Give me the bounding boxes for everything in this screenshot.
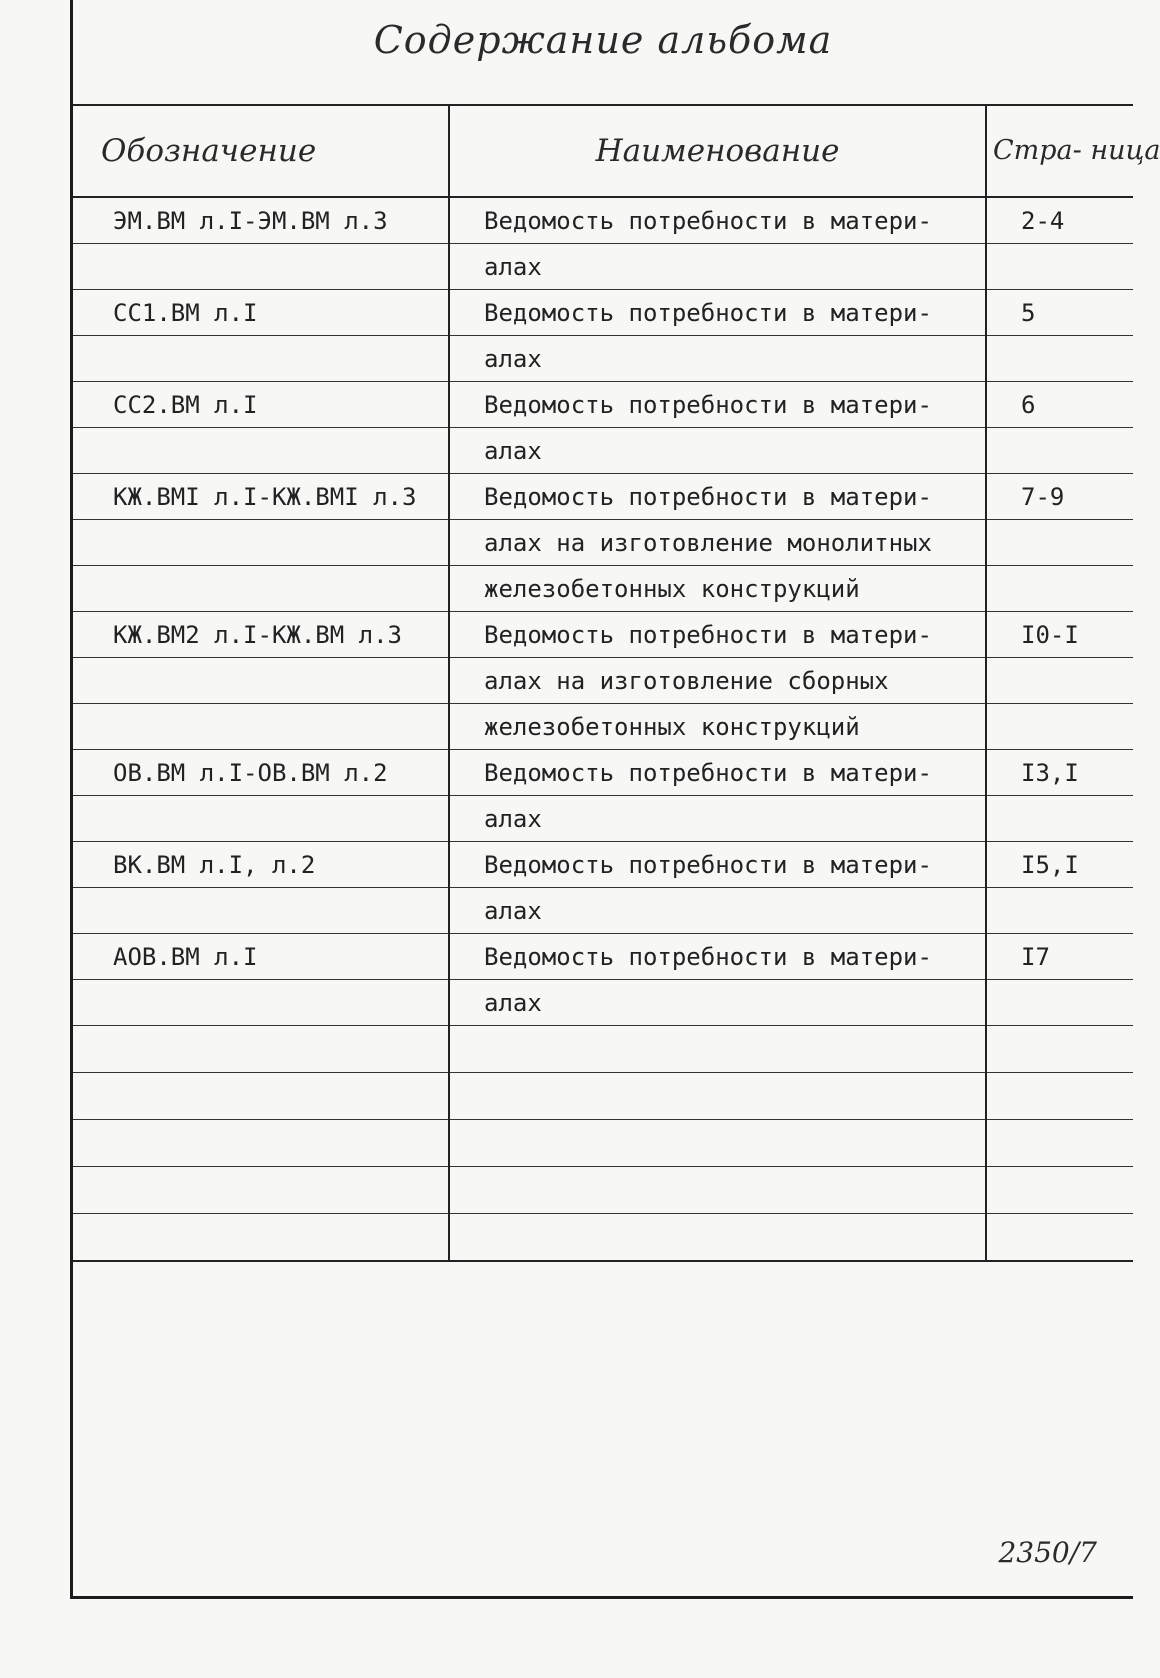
table-row [73, 934, 1133, 980]
document-title: Содержание альбома [373, 18, 833, 62]
cell-code: СС1.ВМ л.I [73, 290, 449, 336]
table-row [73, 980, 1133, 1026]
cell-name [449, 1073, 986, 1120]
cell-name: алах [449, 980, 986, 1026]
cell-name: Ведомость потребности в матери- [449, 197, 986, 244]
table-row [73, 428, 1133, 474]
table-row [73, 336, 1133, 382]
table-row [73, 474, 1133, 520]
contents-rows [73, 197, 1133, 1261]
table-row [73, 612, 1133, 658]
cell-code [73, 244, 449, 290]
cell-name: Ведомость потребности в матери- [449, 750, 986, 796]
cell-name [449, 1167, 986, 1214]
cell-name: алах [449, 888, 986, 934]
table-row [73, 566, 1133, 612]
cell-name: алах [449, 244, 986, 290]
cell-code: ВК.ВМ л.I, л.2 [73, 842, 449, 888]
cell-name: алах [449, 796, 986, 842]
cell-code: АОВ.ВМ л.I [73, 934, 449, 980]
cell-name: Ведомость потребности в матери- [449, 474, 986, 520]
cell-page [986, 796, 1133, 842]
cell-code [73, 1167, 449, 1214]
cell-page [986, 244, 1133, 290]
table-row [73, 1073, 1133, 1120]
cell-page [986, 1073, 1133, 1120]
cell-page [986, 1214, 1133, 1262]
cell-code [73, 428, 449, 474]
cell-code [73, 1214, 449, 1262]
column-header-name: Наименование [449, 106, 986, 197]
table-row [73, 658, 1133, 704]
cell-page [986, 658, 1133, 704]
cell-name: железобетонных конструкций [449, 704, 986, 750]
sheet-number: 2350/7 [998, 1536, 1097, 1569]
column-header-code: Обозначение [73, 106, 449, 197]
table-row [73, 1120, 1133, 1167]
cell-page: 6 [986, 382, 1133, 428]
cell-name: алах [449, 336, 986, 382]
cell-page [986, 520, 1133, 566]
cell-code [73, 704, 449, 750]
cell-code [73, 658, 449, 704]
cell-code: КЖ.ВМ2 л.I-КЖ.ВМ л.3 [73, 612, 449, 658]
cell-code: КЖ.ВМI л.I-КЖ.ВМI л.3 [73, 474, 449, 520]
cell-code [73, 1026, 449, 1073]
cell-code [73, 566, 449, 612]
table-row [73, 750, 1133, 796]
cell-name: Ведомость потребности в матери- [449, 382, 986, 428]
document-frame [70, 0, 1160, 1599]
table-row [73, 888, 1133, 934]
table-header-row [73, 106, 1133, 197]
cell-name [449, 1120, 986, 1167]
cell-name: Ведомость потребности в матери- [449, 934, 986, 980]
cell-page: I0-I [986, 612, 1133, 658]
cell-code: СС2.ВМ л.I [73, 382, 449, 428]
cell-code [73, 1073, 449, 1120]
cell-page [986, 428, 1133, 474]
cell-code: ЭМ.ВМ л.I-ЭМ.ВМ л.3 [73, 197, 449, 244]
contents-table [73, 106, 1160, 1262]
column-header-page: Стра- ница [986, 106, 1133, 197]
cell-page [986, 1120, 1133, 1167]
cell-code [73, 888, 449, 934]
cell-page [986, 566, 1133, 612]
cell-name: алах [449, 428, 986, 474]
cell-name: Ведомость потребности в матери- [449, 612, 986, 658]
table-row [73, 842, 1133, 888]
table-row [73, 382, 1133, 428]
cell-name [449, 1026, 986, 1073]
cell-page: 7-9 [986, 474, 1133, 520]
cell-page [986, 1167, 1133, 1214]
cell-code [73, 796, 449, 842]
cell-page: I3,I [986, 750, 1133, 796]
cell-page [986, 336, 1133, 382]
cell-code: ОВ.ВМ л.I-ОВ.ВМ л.2 [73, 750, 449, 796]
cell-name [449, 1214, 986, 1262]
cell-page [986, 888, 1133, 934]
cell-page: 2-4 [986, 197, 1133, 244]
table-row [73, 290, 1133, 336]
cell-code [73, 336, 449, 382]
table-row [73, 704, 1133, 750]
cell-page: I5,I [986, 842, 1133, 888]
cell-page [986, 1026, 1133, 1073]
cell-name: алах на изготовление сборных [449, 658, 986, 704]
cell-name: Ведомость потребности в матери- [449, 842, 986, 888]
table-row [73, 1214, 1133, 1262]
cell-page: I7 [986, 934, 1133, 980]
table-row [73, 520, 1133, 566]
cell-name: алах на изготовление монолитных [449, 520, 986, 566]
table-row [73, 197, 1133, 244]
cell-code [73, 980, 449, 1026]
table-row [73, 244, 1133, 290]
cell-name: железобетонных конструкций [449, 566, 986, 612]
table-row [73, 1026, 1133, 1073]
cell-code [73, 1120, 449, 1167]
cell-code [73, 520, 449, 566]
cell-name: Ведомость потребности в матери- [449, 290, 986, 336]
table-row [73, 796, 1133, 842]
cell-page: 5 [986, 290, 1133, 336]
table-row [73, 1167, 1133, 1214]
cell-page [986, 980, 1133, 1026]
cell-page [986, 704, 1133, 750]
